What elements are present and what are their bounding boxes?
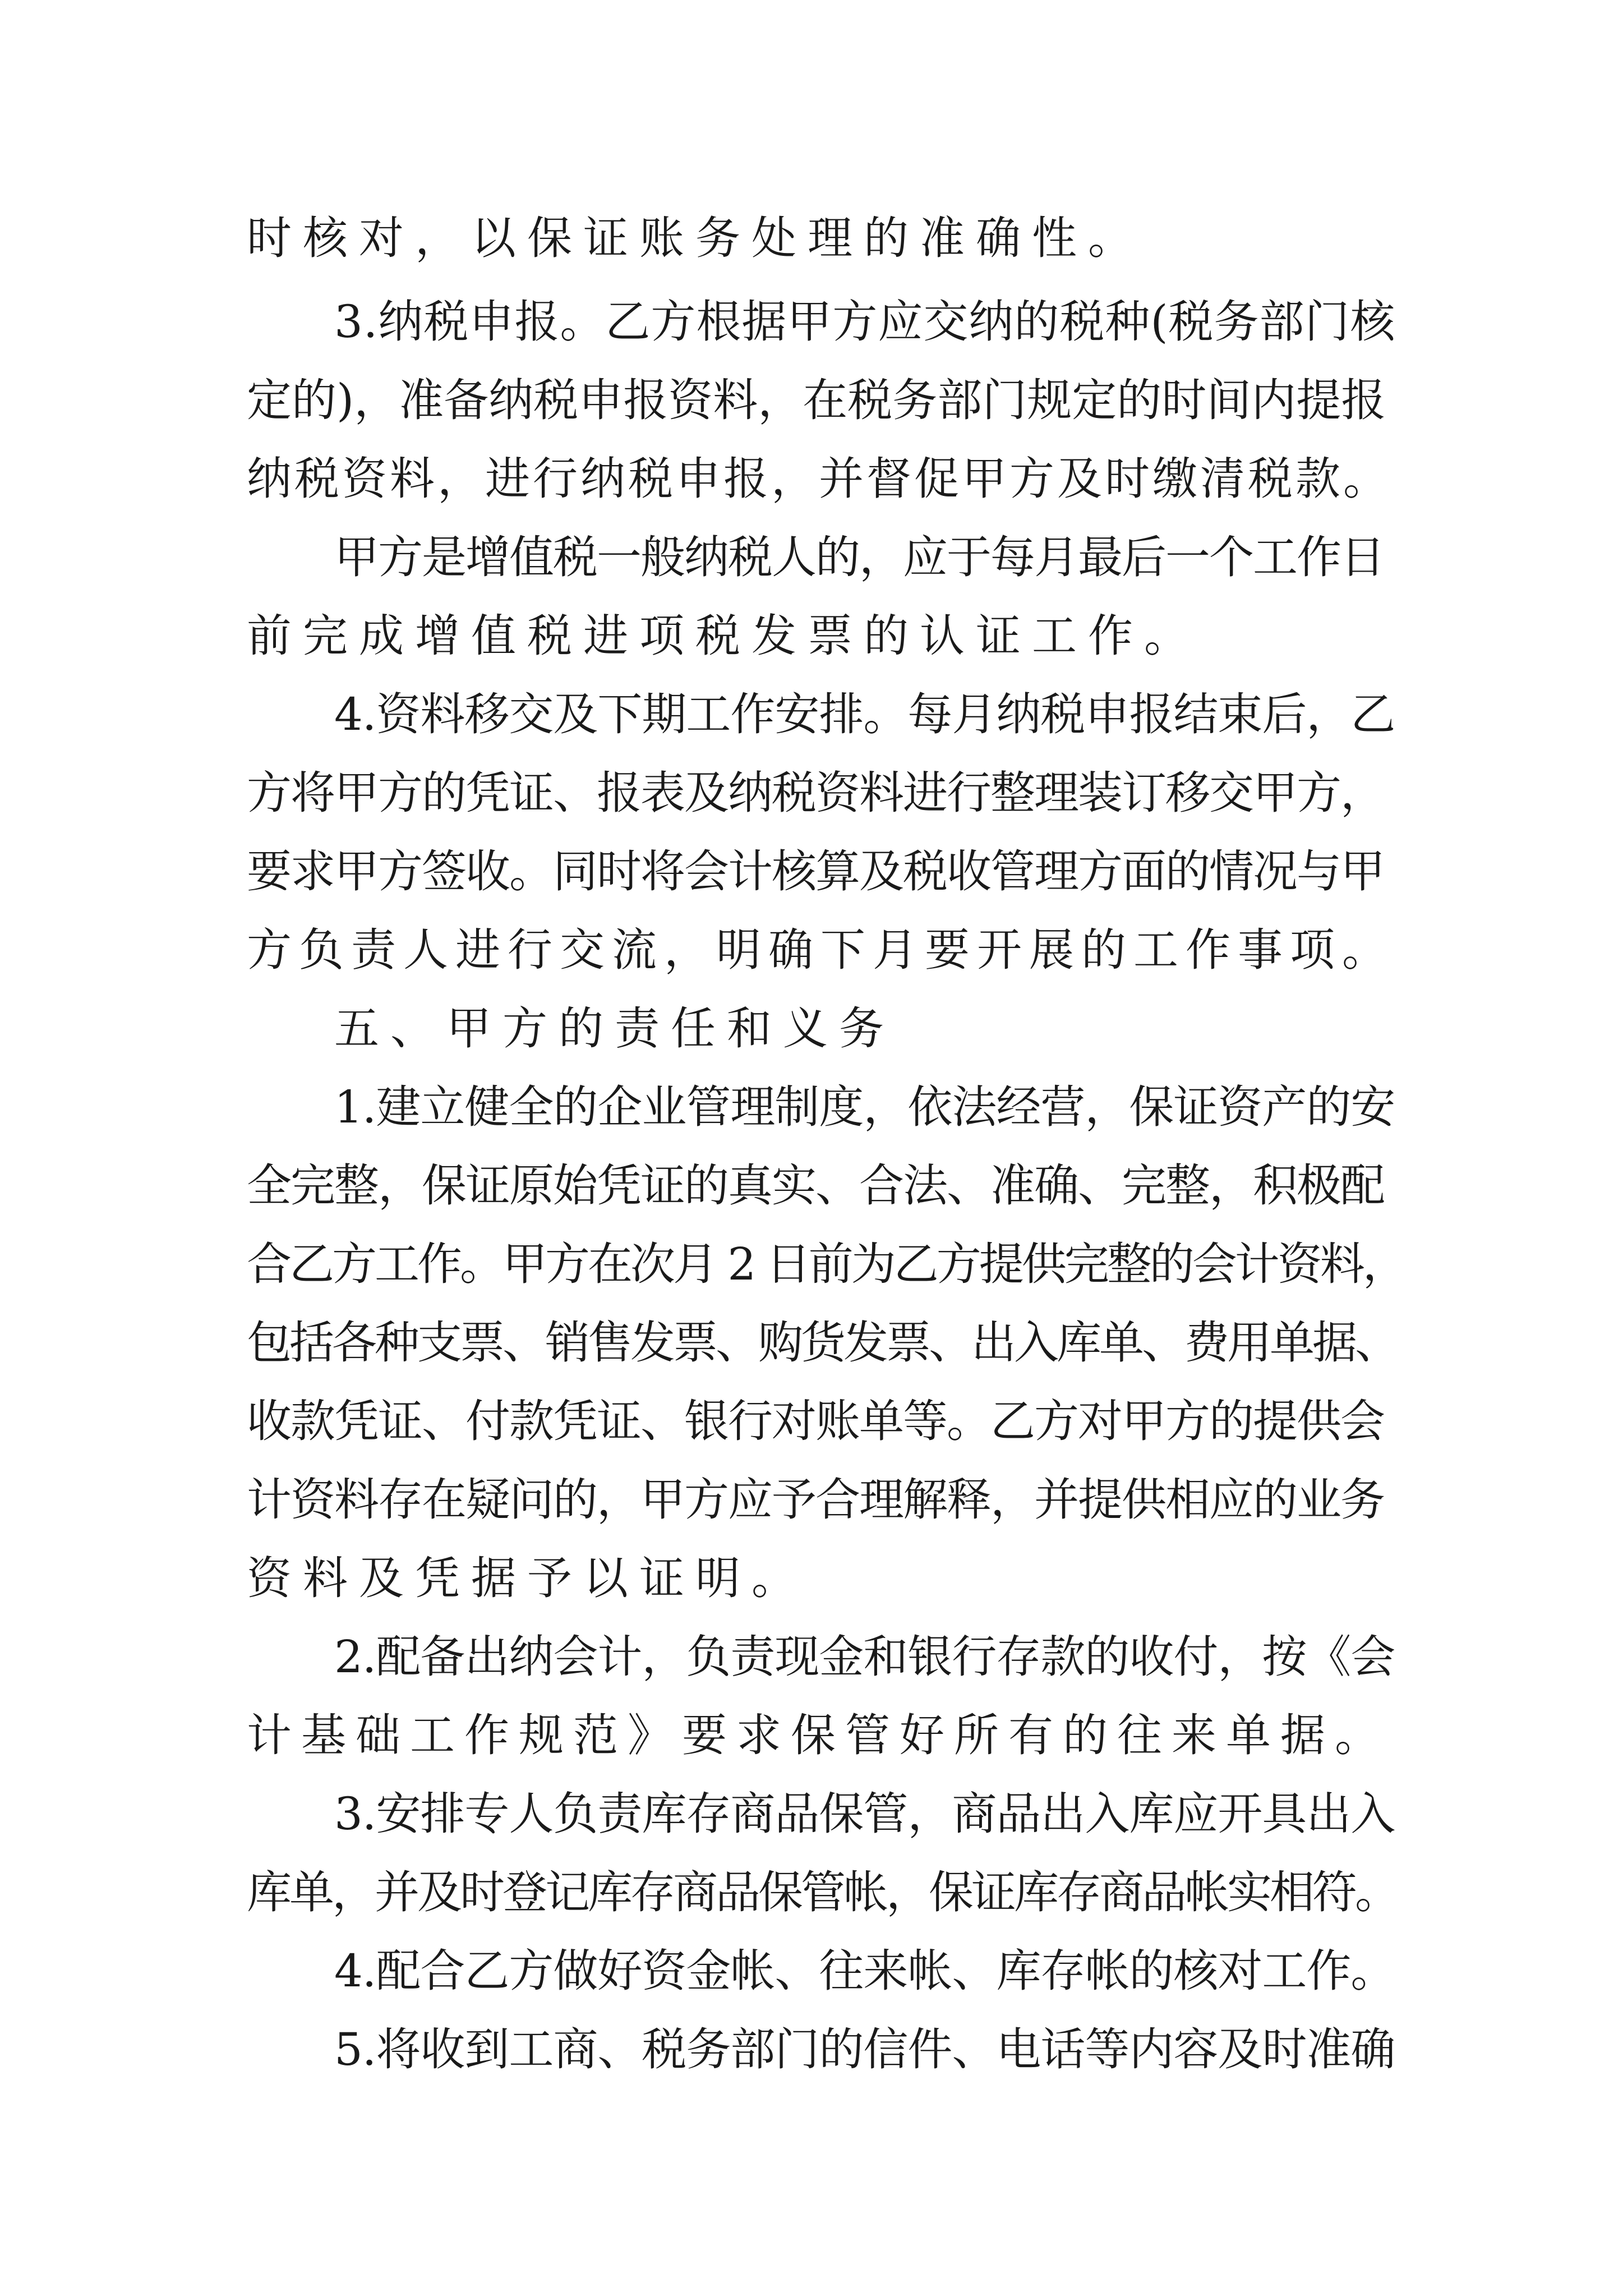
text-line: 计资料存在疑问的，甲方应予合理解释，并提供相应的业务 [247,1474,1384,1526]
section-heading: 五、甲方的责任和义务 [334,1002,895,1055]
text-line: 2.配备出纳会计，负责现金和银行存款的收付，按《会 [334,1631,1395,1683]
text-line: 5.将收到工商、税务部门的信件、电话等内容及时准确 [334,2023,1395,2076]
text-line: 4.配合乙方做好资金帐、往来帐、库存帐的核对工作。 [334,1945,1395,1997]
text-line: 方将甲方的凭证、报表及纳税资料进行整理装订移交甲方， [247,767,1384,819]
text-line: 方负责人进行交流，明确下月要开展的工作事项。 [247,924,1394,976]
text-line: 收款凭证、付款凭证、银行对账单等。乙方对甲方的提供会 [247,1395,1384,1447]
text-line: 3.纳税申报。乙方根据甲方应交纳的税种(税务部门核 [334,296,1396,348]
text-line: 1.建立健全的企业管理制度，依法经营，保证资产的安 [334,1081,1395,1133]
text-line: 全完整，保证原始凭证的真实、合法、准确、完整，积极配 [247,1159,1384,1212]
text-line: 定的)，准备纳税申报资料，在税务部门规定的时间内提报 [247,374,1386,426]
text-line: 3.安排专人负责库存商品保管，商品出入库应开具出入 [334,1788,1395,1840]
text-line: 计基础工作规范》要求保管好所有的往来单据。 [247,1709,1389,1761]
text-line: 合乙方工作。甲方在次月 2 日前为乙方提供完整的会计资料， [247,1238,1405,1290]
text-line: 资料及凭据予以证明。 [247,1552,808,1604]
text-line: 前完成增值税进项税发票的认证工作。 [247,610,1200,662]
text-line: 甲方是增值税一般纳税人的，应于每月最后一个工作日 [334,531,1384,583]
text-line: 包括各种支票、销售发票、购货发票、出入库单、费用单据、 [247,1317,1398,1369]
text-line: 库单，并及时登记库存商品保管帐，保证库存商品帐实相符。 [247,1866,1398,1918]
text-line: 时核对，以保证账务处理的准确性。 [247,212,1144,264]
text-line: 4.资料移交及下期工作安排。每月纳税申报结束后，乙 [334,688,1395,740]
text-line: 要求甲方签收。同时将会计核算及税收管理方面的情况与甲 [247,845,1384,898]
text-line: 纳税资料，进行纳税申报，并督促甲方及时缴清税款。 [247,453,1391,505]
